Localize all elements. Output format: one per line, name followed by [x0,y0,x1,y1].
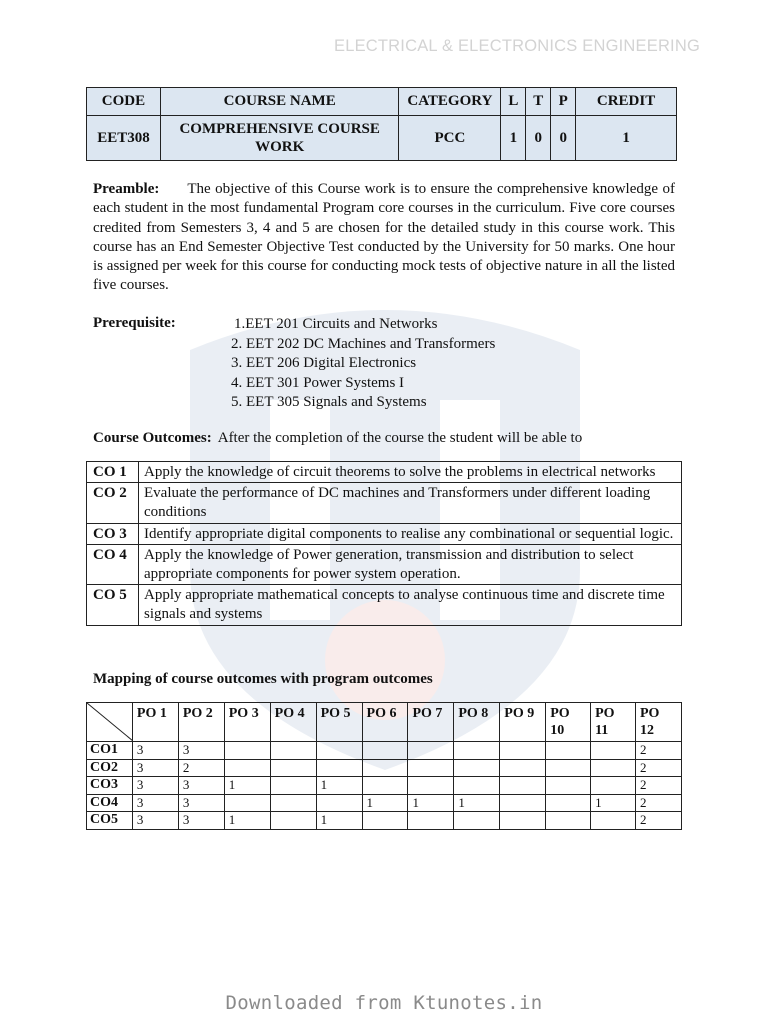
mapping-cell [454,812,500,830]
co-row-label: CO5 [87,812,133,830]
course-category: PCC [399,116,501,161]
co-code: CO 2 [87,483,139,523]
mapping-cell: 2 [635,794,681,812]
mapping-cell [316,794,362,812]
co-row-label: CO1 [87,742,133,760]
prerequisite-item: 5. EET 305 Signals and Systems [231,394,427,410]
mapping-cell [270,742,316,760]
course-name-header: COURSE NAME [160,88,399,116]
mapping-cell [546,742,591,760]
mapping-cell: 1 [362,794,408,812]
co-row-label: CO2 [87,759,133,777]
mapping-cell [408,742,454,760]
prerequisite-item: 1.EET 201 Circuits and Networks [234,316,438,332]
po-column-header: PO 12 [635,703,681,742]
credit-header: CREDIT [576,88,677,116]
course-l: 1 [501,116,526,161]
prerequisite-item: 4. EET 301 Power Systems I [231,374,405,391]
mapping-cell [454,759,500,777]
po-column-header: PO 11 [591,703,636,742]
preamble-text: The objective of this Course work is to ensure the comprehensive knowledge of each student in the most fundamental Program core courses in the curriculum. Five core courses credited from Semesters 3, 4 and 5 are chosen for the detailed study in this course work. This course has an End Semester Objective Test conducted by the University for 50 marks. One hour is assigned per week for this course for conducting mock tests of objective nature in all the listed five courses. [93,181,675,294]
mapping-row [87,759,682,777]
mapping-cell [500,812,546,830]
po-column-header: PO 10 [546,703,591,742]
mapping-cell: 3 [132,742,178,760]
mapping-cell [270,794,316,812]
mapping-cell: 2 [178,759,224,777]
co-row [87,544,682,584]
mapping-cell [224,759,270,777]
course-outcomes-intro [93,430,582,447]
co-text: Evaluate the performance of DC machines and Transformers under different loading conditions [139,483,682,523]
po-column-header: PO 4 [270,703,316,742]
course-outcomes-label: Course Outcomes: [93,430,212,446]
co-code: CO 3 [87,523,139,544]
mapping-cell [316,742,362,760]
mapping-cell [500,794,546,812]
prerequisite-item: 3. EET 206 Digital Electronics [231,355,417,371]
department-header: ELECTRICAL & ELECTRONICS ENGINEERING [334,37,700,55]
mapping-row [87,812,682,830]
mapping-cell: 1 [408,794,454,812]
mapping-cell [362,759,408,777]
course-info-table [86,87,677,161]
po-column-header: PO 6 [362,703,408,742]
mapping-cell: 3 [132,812,178,830]
co-row [87,523,682,544]
mapping-cell [362,812,408,830]
p-header: P [551,88,576,116]
t-header: T [526,88,551,116]
mapping-row [87,794,682,812]
course-credit: 1 [576,116,677,161]
po-column-header: PO 5 [316,703,362,742]
mapping-cell: 2 [635,742,681,760]
mapping-cell [408,759,454,777]
mapping-cell [500,742,546,760]
mapping-cell: 3 [178,742,224,760]
co-code: CO 1 [87,462,139,483]
preamble-label: Preamble: [93,181,160,197]
mapping-cell [500,777,546,795]
mapping-row [87,742,682,760]
mapping-cell [546,777,591,795]
mapping-cell [546,759,591,777]
course-name [160,116,399,161]
co-text: Apply appropriate mathematical concepts to analyse continuous time and discrete time signals and systems [139,585,682,625]
mapping-title: Mapping of course outcomes with program outcomes [93,671,433,687]
mapping-cell [270,759,316,777]
course-name-line1: COMPREHENSIVE COURSE [179,121,380,137]
mapping-cell [408,777,454,795]
mapping-cell [224,742,270,760]
mapping-cell [454,777,500,795]
mapping-cell: 1 [591,794,636,812]
mapping-cell [546,812,591,830]
co-row-label: CO3 [87,777,133,795]
corner-cell [87,703,133,742]
mapping-cell [408,812,454,830]
l-header: L [501,88,526,116]
mapping-cell: 2 [635,759,681,777]
co-row [87,483,682,523]
category-header: CATEGORY [399,88,501,116]
mapping-cell [270,777,316,795]
mapping-cell [362,777,408,795]
course-t: 0 [526,116,551,161]
mapping-cell: 1 [316,812,362,830]
mapping-row [87,777,682,795]
mapping-cell: 1 [454,794,500,812]
co-row [87,462,682,483]
footer-download-note: Downloaded from Ktunotes.in [225,992,543,1014]
po-column-header: PO 9 [500,703,546,742]
co-row [87,585,682,625]
mapping-header-row [87,703,682,742]
mapping-cell: 3 [132,759,178,777]
co-code: CO 5 [87,585,139,625]
co-text: Identify appropriate digital components to realise any combinational or sequential logic. [139,523,682,544]
mapping-cell [591,742,636,760]
mapping-cell [224,794,270,812]
mapping-cell: 1 [224,777,270,795]
mapping-cell [270,812,316,830]
diagonal-line-icon [87,703,133,741]
mapping-cell [454,742,500,760]
co-code: CO 4 [87,544,139,584]
mapping-cell: 3 [132,794,178,812]
mapping-cell: 3 [178,794,224,812]
po-column-header: PO 8 [454,703,500,742]
prerequisite-list [231,315,495,413]
mapping-cell [591,759,636,777]
co-text: Apply the knowledge of circuit theorems to solve the problems in electrical networks [139,462,682,483]
mapping-cell [316,759,362,777]
code-header: CODE [87,88,161,116]
mapping-cell: 3 [178,812,224,830]
prerequisite-label: Prerequisite: [93,315,176,331]
co-text: Apply the knowledge of Power generation, transmission and distribution to select appropriate components for power system operation. [139,544,682,584]
mapping-cell: 1 [224,812,270,830]
mapping-cell: 2 [635,812,681,830]
co-po-mapping-table [86,702,682,830]
co-row-label: CO4 [87,794,133,812]
po-column-header: PO 2 [178,703,224,742]
course-name-line2: WORK [255,139,305,155]
prerequisite-item: 2. EET 202 DC Machines and Transformers [231,335,496,352]
po-column-header: PO 3 [224,703,270,742]
preamble-paragraph [93,180,675,296]
mapping-cell: 3 [178,777,224,795]
mapping-cell [500,759,546,777]
mapping-cell: 1 [316,777,362,795]
po-column-header: PO 1 [132,703,178,742]
mapping-cell [546,794,591,812]
mapping-cell: 3 [132,777,178,795]
course-p: 0 [551,116,576,161]
mapping-cell [591,812,636,830]
mapping-cell: 2 [635,777,681,795]
mapping-body [87,742,682,830]
mapping-cell [591,777,636,795]
course-outcomes-table [86,461,682,626]
course-code: EET308 [87,116,161,161]
course-outcomes-intro-text: After the completion of the course the student will be able to [217,430,583,446]
po-column-header: PO 7 [408,703,454,742]
mapping-cell [362,742,408,760]
